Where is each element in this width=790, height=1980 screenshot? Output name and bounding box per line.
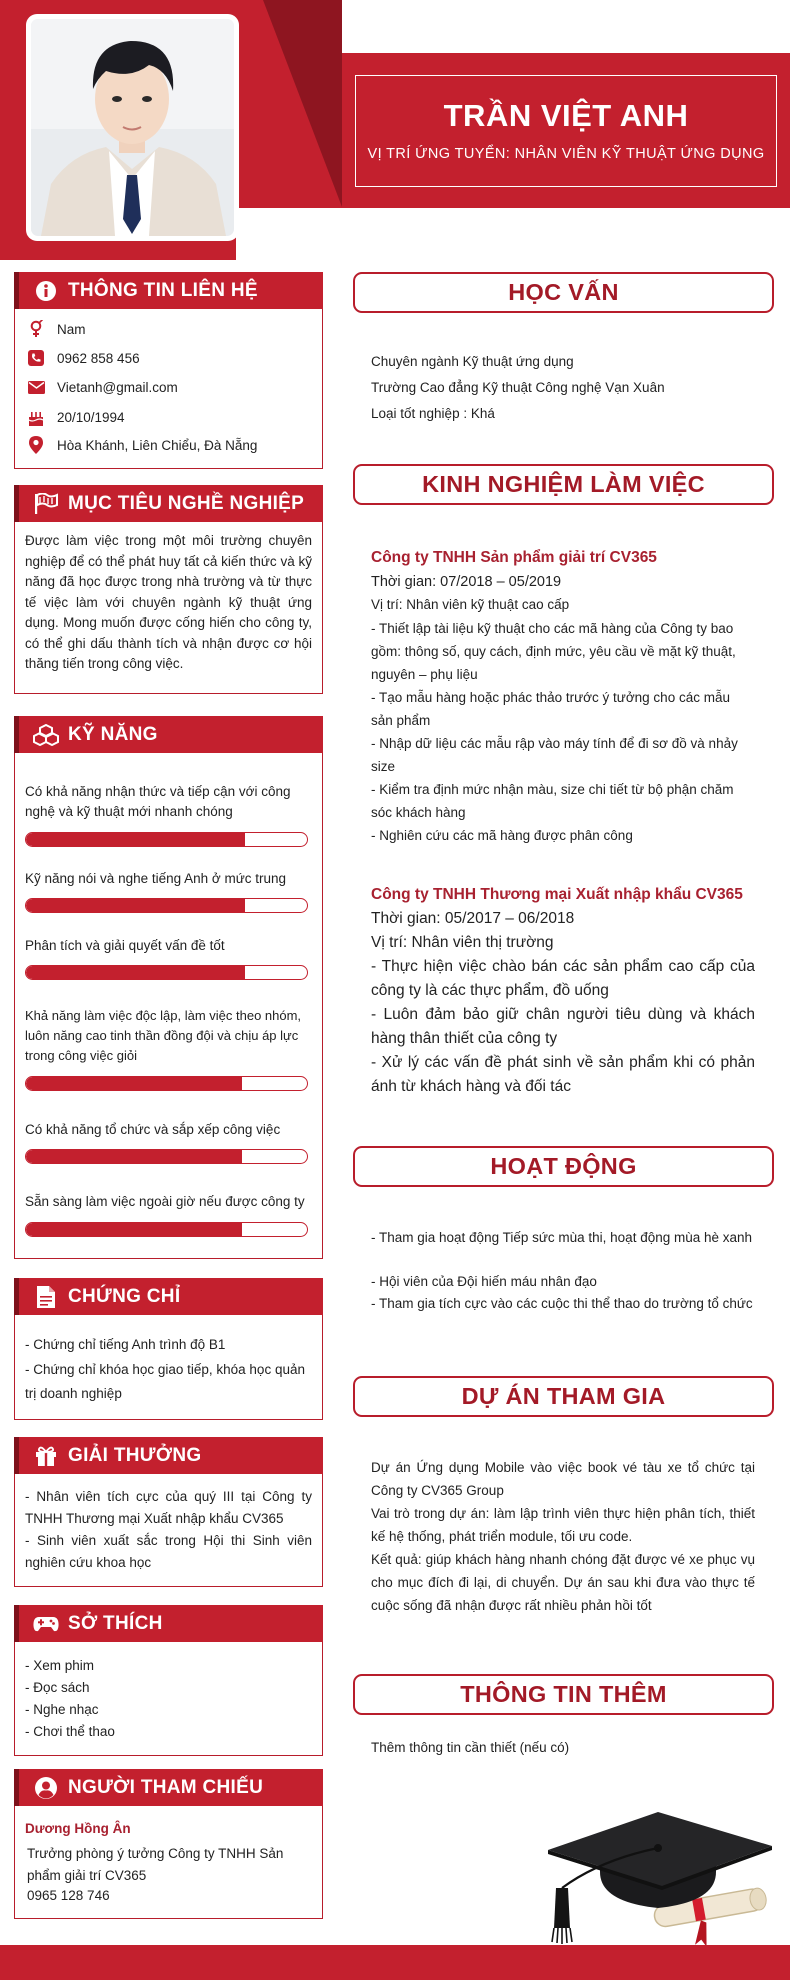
skill-bar	[25, 898, 308, 913]
gender-icon	[27, 320, 45, 338]
references-title: NGƯỜI THAM CHIẾU	[68, 1776, 264, 1798]
skills-header	[14, 716, 323, 753]
awards-section	[14, 1437, 323, 1587]
profile-photo-frame	[26, 14, 239, 241]
hobbies-header	[14, 1605, 323, 1642]
job-duty: - Nghiên cứu các mã hàng được phân công	[371, 828, 633, 843]
job-duty: - Kiểm tra định mức nhận màu, size chi tiết từ bộ phận chăm sóc khách hàng	[371, 782, 734, 820]
gamepad-icon	[33, 1611, 59, 1637]
project-line: Dự án Ứng dụng Mobile vào việc book vé tàu xe tổ chức tại Công ty CV365 Group	[371, 1460, 755, 1498]
projects-header: DỰ ÁN THAM GIA	[353, 1376, 774, 1417]
job-duty: - Nhập dữ liệu các mẫu rập vào máy tính để đi sơ đồ và nhảy size	[371, 736, 738, 774]
location-icon	[27, 436, 45, 454]
objective-text: Được làm việc trong một môi trường chuyên nghiệp để có thể phát huy tất cả kiến thức và kỹ năng đã học được trong nhà trường và từ thực tế việc làm với chuyên ngành kỹ thuật ứng dụng. Mong muốn được cống hiến cho công ty, có thể ghi dấu thành tích và nhận được cơ hội thăng tiến trong công việc.	[25, 533, 312, 671]
skill-label: Sẵn sàng làm việc ngoài giờ nếu được công ty	[25, 1194, 305, 1209]
activity-item: - Hội viên của Đội hiến máu nhân đạo	[371, 1274, 597, 1289]
objective-section	[14, 485, 323, 694]
cubes-icon	[33, 722, 59, 748]
job-company: Công ty TNHH Sản phẩm giải trí CV365	[371, 549, 657, 566]
awards-header	[14, 1437, 323, 1474]
job-role: Vị trí: Nhân viên kỹ thuật cao cấp	[371, 597, 570, 612]
job-duty: - Thiết lập tài liệu kỹ thuật cho các mã hàng của Công ty bao gồm: thông số, quy cách, định mức, yêu cầu về mặt kỹ thuật, nguyên – phụ liệu	[371, 621, 736, 682]
phone-icon	[27, 349, 45, 367]
job-time: Thời gian: 05/2017 – 06/2018	[371, 910, 575, 927]
name-box	[355, 75, 777, 187]
job-role: Vị trí: Nhân viên thị trường	[371, 934, 554, 951]
hobby-item: - Xem phim	[25, 1658, 95, 1673]
skill-bar-fill	[26, 1150, 242, 1163]
skill-bar-fill	[26, 1223, 242, 1236]
candidate-position: VỊ TRÍ ỨNG TUYỂN: NHÂN VIÊN KỸ THUẬT ỨNG DỤNG	[367, 146, 765, 162]
education-line: Trường Cao đẳng Kỹ thuật Công nghệ Vạn Xuân	[371, 380, 665, 395]
certificate-item: - Chứng chỉ khóa học giao tiếp, khóa học quản trị doanh nghiệp	[25, 1362, 305, 1401]
certificate-item: - Chứng chỉ tiếng Anh trình độ B1	[25, 1337, 226, 1352]
contact-gender: Nam	[27, 320, 86, 338]
reference-phone: 0965 128 746	[27, 1888, 110, 1903]
footer-bar	[0, 1945, 790, 1980]
contact-header	[14, 272, 323, 309]
header-top-white	[342, 0, 790, 53]
award-item: - Sinh viên xuất sắc trong Hội thi Sinh viên nghiên cứu khoa học	[25, 1533, 312, 1570]
awards-title: GIẢI THƯỞNG	[68, 1444, 202, 1466]
document-icon	[33, 1284, 59, 1310]
skill-bar	[25, 965, 308, 980]
objective-header	[14, 485, 323, 522]
certificates-section	[14, 1278, 323, 1420]
skill-bar-fill	[26, 899, 245, 912]
skill-label: Có khả năng nhận thức và tiếp cận với công nghệ và kỹ thuật mới nhanh chóng	[25, 784, 291, 819]
hobby-item: - Đọc sách	[25, 1680, 90, 1695]
objective-title: MỤC TIÊU NGHỀ NGHIỆP	[68, 492, 305, 514]
candidate-name: TRẦN VIỆT ANH	[443, 98, 689, 133]
project-line: Kết quả: giúp khách hàng nhanh chóng đặt được vé xe phục vụ cho mục đích đi lại, di chuyển. Dự án sau khi đưa vào thực tế cuộc sống đã nhận được rất nhiều phản hồi tốt	[371, 1552, 755, 1613]
contact-email: Vietanh@gmail.com	[27, 378, 178, 396]
hobby-item: - Nghe nhạc	[25, 1702, 99, 1717]
profile-photo	[31, 19, 234, 236]
references-section	[14, 1769, 323, 1919]
user-circle-icon	[33, 1775, 59, 1801]
skill-bar-fill	[26, 833, 245, 846]
job-duty: - Thực hiện việc chào bán các sản phẩm cao cấp của công ty là các thực phẩm, đồ uống	[371, 958, 755, 999]
contact-phone: 0962 858 456	[27, 349, 140, 367]
job-time: Thời gian: 07/2018 – 05/2019	[371, 574, 562, 590]
skill-bar	[25, 832, 308, 847]
extra-info-text: Thêm thông tin cần thiết (nếu có)	[371, 1740, 570, 1755]
hobbies-title: SỞ THÍCH	[68, 1612, 163, 1634]
hobby-item: - Chơi thể thao	[25, 1724, 115, 1739]
job-duty: - Tạo mẫu hàng hoặc phác thảo trước ý tưởng cho các mẫu sản phẩm	[371, 690, 730, 728]
job-duty: - Xử lý các vấn đề phát sinh về sản phẩm khi có phản ánh từ khách hàng và đối tác	[371, 1054, 755, 1095]
flag-icon	[33, 491, 59, 517]
reference-name: Dương Hồng Ân	[25, 1821, 131, 1836]
gift-icon	[33, 1443, 59, 1469]
skill-bar	[25, 1076, 308, 1091]
skill-label: Kỹ năng nói và nghe tiếng Anh ở mức trung	[25, 871, 287, 886]
contact-address: Hòa Khánh, Liên Chiểu, Đà Nẵng	[27, 436, 257, 454]
mail-icon	[27, 378, 45, 396]
skills-title: KỸ NĂNG	[68, 723, 158, 745]
skill-bar-fill	[26, 966, 245, 979]
activities-header: HOẠT ĐỘNG	[353, 1146, 774, 1187]
experience-header: KINH NGHIỆM LÀM VIỆC	[353, 464, 774, 505]
cake-icon	[27, 408, 45, 426]
education-line: Chuyên ngành Kỹ thuật ứng dụng	[371, 354, 574, 369]
job-duty: - Luôn đảm bảo giữ chân người tiêu dùng và khách hàng thân thiết của công ty	[371, 1006, 755, 1047]
reference-role: Trưởng phòng ý tưởng Công ty TNHH Sản phẩm giải trí CV365	[27, 1846, 284, 1883]
skill-bar	[25, 1222, 308, 1237]
references-header	[14, 1769, 323, 1806]
skill-bar-fill	[26, 1077, 242, 1090]
extra-info-header: THÔNG TIN THÊM	[353, 1674, 774, 1715]
certificates-header	[14, 1278, 323, 1315]
education-line: Loại tốt nghiệp : Khá	[371, 406, 495, 421]
skill-bar	[25, 1149, 308, 1164]
skills-section	[14, 716, 323, 1259]
header-fold-shadow	[263, 0, 342, 207]
job-company: Công ty TNHH Thương mại Xuất nhập khẩu CV365	[371, 886, 743, 903]
skill-label: Khả năng làm việc độc lập, làm việc theo nhóm, luôn năng cao tinh thần đồng đội và chịu áp lực trong công việc giỏi	[25, 1008, 302, 1063]
award-item: - Nhân viên tích cực của quý III tại Công ty TNHH Thương mại Xuất nhập khẩu CV365	[25, 1489, 312, 1526]
hobbies-section	[14, 1605, 323, 1756]
certificates-title: CHỨNG CHỈ	[68, 1285, 181, 1307]
contact-birthday: 20/10/1994	[27, 408, 125, 426]
header-under-white	[236, 208, 342, 260]
skill-label: Phân tích và giải quyết vấn đề tốt	[25, 938, 225, 953]
education-header: HỌC VẤN	[353, 272, 774, 313]
project-line: Vai trò trong dự án: làm lập trình viên thực hiện phân tích, thiết kế hệ thống, phát triển module, tối ưu code.	[371, 1506, 755, 1544]
info-icon	[33, 278, 59, 304]
skill-label: Có khả năng tổ chức và sắp xếp công việc	[25, 1122, 281, 1137]
contact-title: THÔNG TIN LIÊN HỆ	[68, 279, 258, 301]
activity-item: - Tham gia hoạt động Tiếp sức mùa thi, hoạt động mùa hè xanh	[371, 1230, 753, 1245]
contact-section	[14, 272, 323, 469]
activity-item: - Tham gia tích cực vào các cuộc thi thể thao do trường tổ chức	[371, 1296, 753, 1311]
